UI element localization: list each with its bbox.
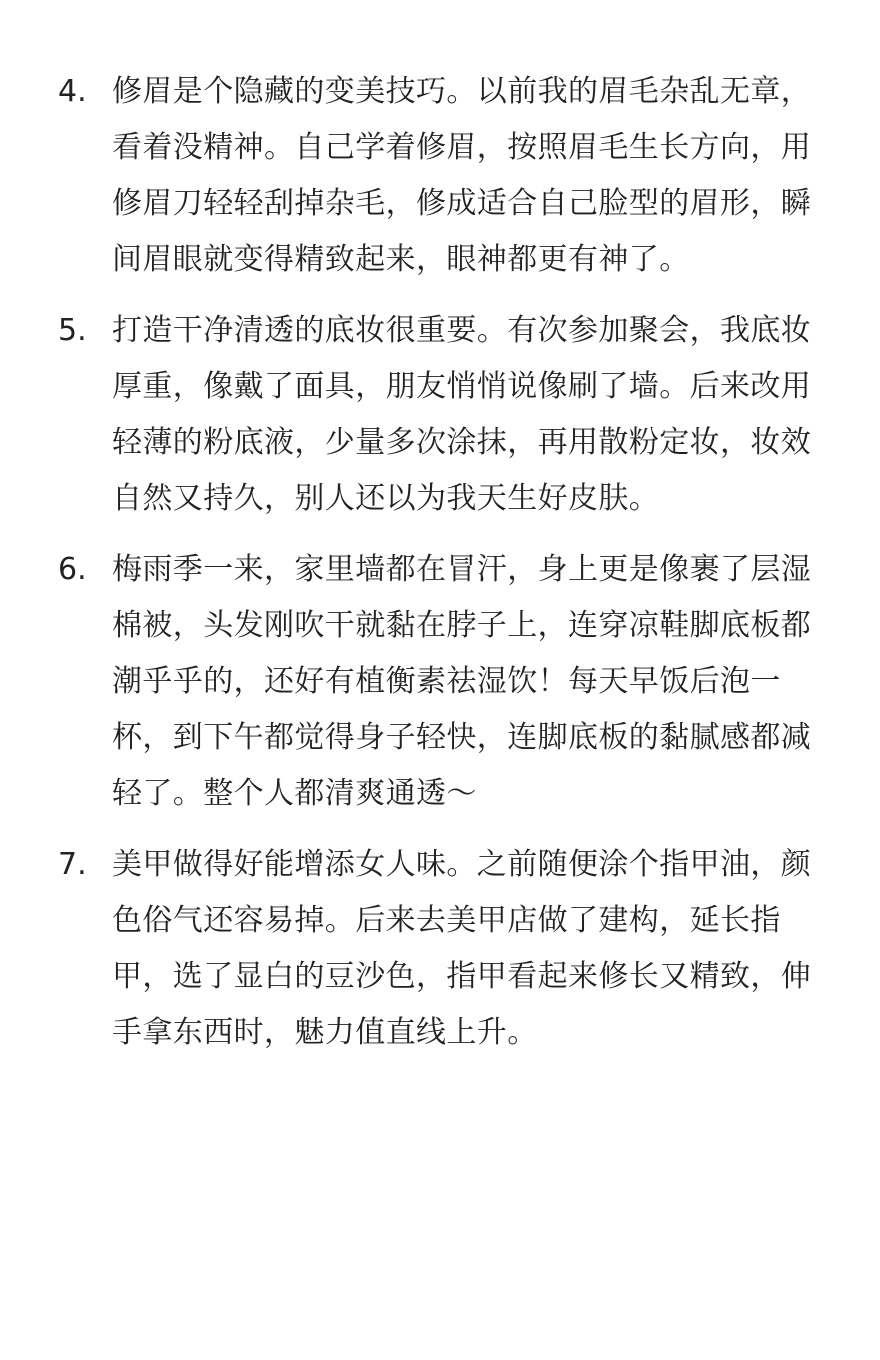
list-item-7 xyxy=(58,837,828,1061)
list-item-text: 美甲做得好能增添女人味。之前随便涂个指甲油，颜色俗气还容易掉。后来去美甲店做了建构，延长指甲，选了显白的豆沙色，指甲看起来修长又精致，伸手拿东西时，魅力值直线上升。 xyxy=(112,847,812,1050)
numbered-list xyxy=(58,64,828,1061)
list-item-text: 打造干净清透的底妆很重要。有次参加聚会，我底妆厚重，像戴了面具，朋友悄悄说像刷了墙。后来改用轻薄的粉底液，少量多次涂抹，再用散粉定妆，妆效自然又持久，别人还以为我天生好皮肤。 xyxy=(112,313,812,516)
list-item-text: 修眉是个隐藏的变美技巧。以前我的眉毛杂乱无章，看着没精神。自己学着修眉，按照眉毛生长方向，用修眉刀轻轻刮掉杂毛，修成适合自己脸型的眉形，瞬间眉眼就变得精致起来，眼神都更有神了。 xyxy=(112,74,812,277)
list-item-4 xyxy=(58,64,828,288)
list-item-number: 6. xyxy=(58,552,87,587)
list-item-number: 7. xyxy=(58,847,87,882)
list-item-number: 5. xyxy=(58,313,87,348)
list-item-number: 4. xyxy=(58,74,87,109)
list-item-6 xyxy=(58,542,828,822)
list-item-5 xyxy=(58,303,828,527)
list-item-text: 梅雨季一来，家里墙都在冒汗，身上更是像裹了层湿棉被，头发刚吹干就黏在脖子上，连穿凉鞋脚底板都潮乎乎的，还好有植衡素祛湿饮！每天早饭后泡一杯，到下午都觉得身子轻快，连脚底板的黏腻感都减轻了。整个人都清爽通透～ xyxy=(112,552,812,811)
